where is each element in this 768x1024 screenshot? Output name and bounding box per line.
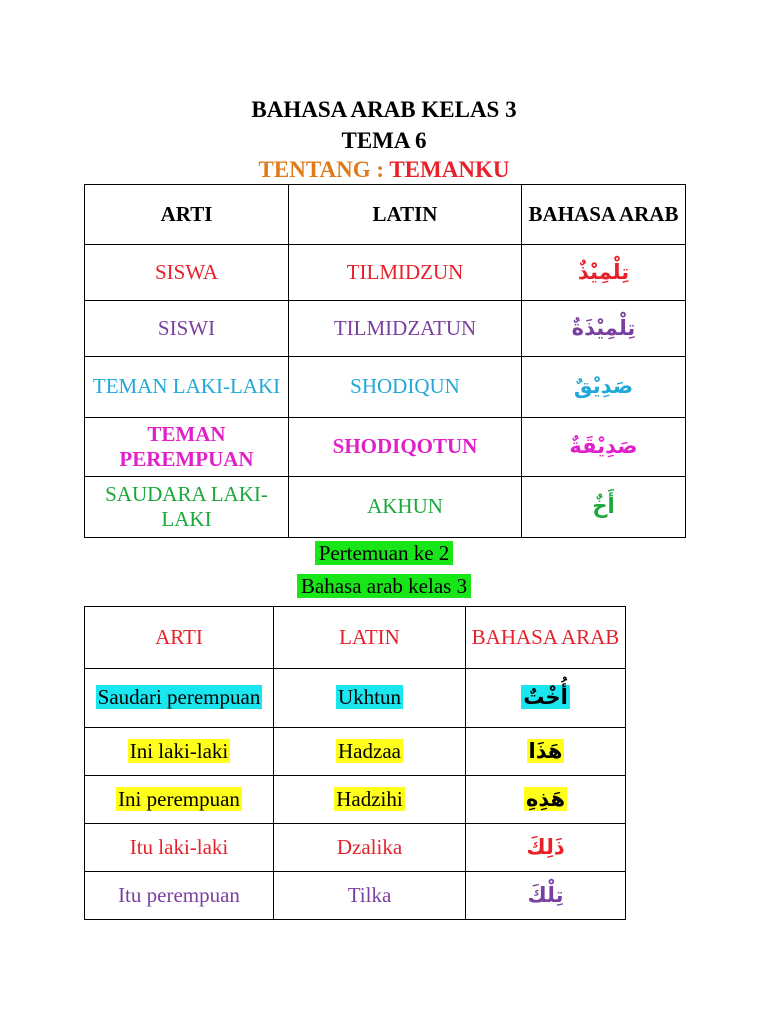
- table-row: [85, 728, 626, 776]
- vocabulary-table-1: [84, 184, 686, 538]
- cell-arab: أَخٌ: [522, 477, 686, 538]
- vocabulary-table-2: [84, 606, 626, 920]
- cell-arti: Itu laki-laki: [85, 824, 274, 872]
- table-row: [85, 824, 626, 872]
- class-text: Bahasa arab kelas 3: [297, 574, 471, 598]
- header-latin: LATIN: [289, 185, 522, 245]
- title-line-2: TEMA 6: [341, 128, 427, 153]
- table-row: [85, 776, 626, 824]
- meeting-text: Pertemuan ke 2: [315, 541, 454, 565]
- cell-latin-text: Ukhtun: [338, 685, 401, 710]
- header-arti: ARTI: [85, 185, 289, 245]
- cell-latin-text: Hadzihi: [336, 786, 403, 811]
- cell-arab: صَدِيْقٌ: [522, 357, 686, 418]
- cell-arab: تِلْمِيْذَةٌ: [522, 301, 686, 357]
- cell-arab-text: هَذِهِ: [525, 786, 566, 811]
- cell-arti: SAUDARA LAKI-LAKI: [85, 477, 289, 538]
- cell-arab: [466, 776, 626, 824]
- table-row: [85, 245, 686, 301]
- cell-arab: تِلْكَ: [466, 872, 626, 920]
- cell-arti-text: Ini laki-laki: [129, 738, 229, 763]
- cell-arti-text: Saudari perempuan: [97, 685, 261, 710]
- cell-arti-text: Ini perempuan: [118, 786, 240, 811]
- cell-arti: Itu perempuan: [85, 872, 274, 920]
- cell-latin: TILMIDZATUN: [289, 301, 522, 357]
- cell-arti: TEMAN PEREMPUAN: [85, 418, 289, 477]
- header-bahasa-arab: BAHASA ARAB: [522, 185, 686, 245]
- table-row: [85, 357, 686, 418]
- cell-arab: ذَلِكَ: [466, 824, 626, 872]
- meeting-label: [0, 541, 768, 566]
- cell-latin: SHODIQUN: [289, 357, 522, 418]
- cell-latin: [274, 669, 466, 728]
- header-latin: LATIN: [274, 607, 466, 669]
- header-bahasa-arab: BAHASA ARAB: [466, 607, 626, 669]
- cell-arti: [85, 728, 274, 776]
- title-prefix: TENTANG :: [258, 157, 390, 182]
- cell-arti: TEMAN LAKI-LAKI: [85, 357, 289, 418]
- cell-latin: Dzalika: [274, 824, 466, 872]
- cell-arab: تِلْمِيْذٌ: [522, 245, 686, 301]
- title-line-1: BAHASA ARAB KELAS 3: [251, 97, 517, 122]
- table-header-row: [85, 607, 626, 669]
- header-arti: ARTI: [85, 607, 274, 669]
- cell-arab-text: هَذَا: [528, 738, 563, 763]
- cell-latin: SHODIQOTUN: [289, 418, 522, 477]
- table-row: [85, 669, 626, 728]
- table-row: [85, 418, 686, 477]
- cell-latin: Tilka: [274, 872, 466, 920]
- cell-latin: TILMIDZUN: [289, 245, 522, 301]
- cell-arti: [85, 669, 274, 728]
- class-label: [0, 574, 768, 599]
- cell-arab: [466, 728, 626, 776]
- cell-arab-text: أُخْتٌ: [523, 685, 568, 710]
- table-header-row: [85, 185, 686, 245]
- table-row: [85, 301, 686, 357]
- table-row: [85, 477, 686, 538]
- cell-arab: صَدِيْقَةٌ: [522, 418, 686, 477]
- cell-latin: AKHUN: [289, 477, 522, 538]
- table-row: [85, 872, 626, 920]
- cell-arti: [85, 776, 274, 824]
- cell-arab: [466, 669, 626, 728]
- cell-latin: [274, 728, 466, 776]
- cell-arti: SISWI: [85, 301, 289, 357]
- title-line-3: [0, 157, 768, 183]
- title-topic: TEMANKU: [389, 157, 510, 182]
- cell-arti: SISWA: [85, 245, 289, 301]
- cell-latin-text: Hadzaa: [338, 738, 401, 763]
- cell-latin: [274, 776, 466, 824]
